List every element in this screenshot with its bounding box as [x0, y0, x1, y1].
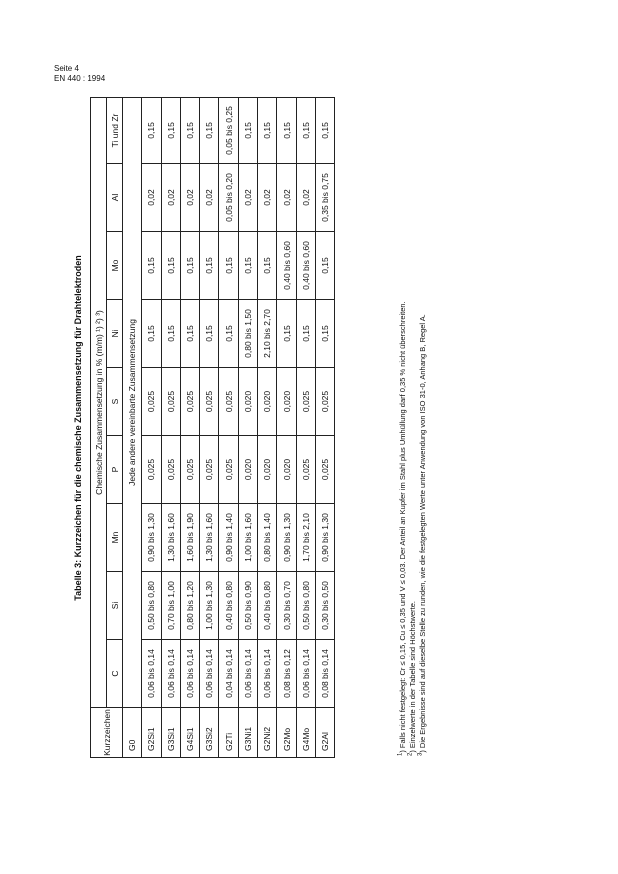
table-row: [277, 97, 296, 757]
cell-value: 0,025: [200, 368, 219, 436]
cell-value: 0,15: [315, 232, 334, 300]
cell-value: 0,025: [161, 368, 180, 436]
cell-value: 0,02: [238, 164, 257, 232]
cell-value: 0,020: [238, 368, 257, 436]
footnote-2: $^2$) Einzelwerte in der Tabelle sind Höchstwerte.: [407, 601, 417, 756]
cell-value: 0,15: [161, 97, 180, 163]
cell-value: 0,50 bis 0,80: [142, 572, 161, 640]
cell-value: 0,06 bis 0,14: [142, 640, 161, 708]
header-s: S: [107, 368, 123, 436]
table-row: [142, 97, 161, 757]
cell-value: 0,025: [315, 436, 334, 504]
cell-value: 0,50 bis 0,80: [296, 572, 315, 640]
cell-value: 0,15: [315, 300, 334, 368]
cell-value: 1,30 bis 1,60: [200, 504, 219, 572]
header-mn: Mn: [107, 504, 123, 572]
table-row: [238, 97, 257, 757]
cell-value: 0,02: [180, 164, 199, 232]
cell-value: 0,50 bis 0,90: [238, 572, 257, 640]
header-ti-zr: Ti und Zr: [107, 97, 123, 163]
cell-value: 0,80 bis 1,40: [258, 504, 277, 572]
cell-value: 0,80 bis 1,20: [180, 572, 199, 640]
cell-value: 0,08 bis 0,14: [315, 640, 334, 708]
cell-value: 0,15: [238, 97, 257, 163]
header-al: Al: [107, 164, 123, 232]
header-p: P: [107, 436, 123, 504]
composition-table: [90, 97, 335, 758]
cell-value: 0,15: [296, 97, 315, 163]
cell-value: 0,90 bis 1,30: [315, 504, 334, 572]
cell-value: 0,70 bis 1,00: [161, 572, 180, 640]
cell-value: 0,06 bis 0,14: [180, 640, 199, 708]
cell-value: 0,020: [238, 436, 257, 504]
cell-value: 0,02: [258, 164, 277, 232]
cell-value: 0,15: [258, 232, 277, 300]
cell-value: 0,15: [258, 97, 277, 163]
table-subheader-row: [107, 97, 123, 757]
cell-value: 0,15: [180, 300, 199, 368]
cell-value: 0,020: [258, 436, 277, 504]
cell-value: 0,025: [180, 368, 199, 436]
cell-value: 0,15: [180, 97, 199, 163]
cell-value: 0,020: [258, 368, 277, 436]
cell-value: 0,15: [219, 300, 238, 368]
cell-value: 0,15: [200, 97, 219, 163]
cell-value: 0,06 bis 0,14: [200, 640, 219, 708]
cell-value: 0,025: [315, 368, 334, 436]
cell-value: 0,04 bis 0,14: [219, 640, 238, 708]
header-si: Si: [107, 572, 123, 640]
cell-value: 0,15: [200, 232, 219, 300]
table-row-g0: [123, 97, 142, 757]
cell-value: 0,15: [219, 232, 238, 300]
cell-value: 0,90 bis 1,40: [219, 504, 238, 572]
cell-code: G2Mo: [277, 708, 296, 758]
cell-value: 0,025: [296, 368, 315, 436]
cell-value: 0,020: [277, 368, 296, 436]
cell-code: G3Si2: [200, 708, 219, 758]
cell-value: 0,06 bis 0,14: [161, 640, 180, 708]
cell-value: 0,90 bis 1,30: [277, 504, 296, 572]
table-row: [200, 97, 219, 757]
cell-value: 0,15: [142, 300, 161, 368]
page-number: Seite 4: [54, 64, 79, 73]
cell-code: G2Ni2: [258, 708, 277, 758]
cell-code: G2Al: [315, 708, 334, 758]
header-ni: Ni: [107, 300, 123, 368]
table-caption: Tabelle 3: Kurzzeichen für die chemische Zusammensetzung für Drahtelektroden: [73, 255, 83, 601]
cell-value: 0,15: [161, 232, 180, 300]
cell-value: 0,05 bis 0,25: [219, 97, 238, 163]
cell-value: 2,10 bis 2,70: [258, 300, 277, 368]
cell-value: 0,15: [315, 97, 334, 163]
cell-value: 0,025: [161, 436, 180, 504]
cell-code: G4Si1: [180, 708, 199, 758]
cell-value: 1,60 bis 1,90: [180, 504, 199, 572]
cell-code: G3Si1: [161, 708, 180, 758]
page-header: [54, 64, 105, 84]
cell-value: 0,02: [277, 164, 296, 232]
cell-value: 0,025: [142, 368, 161, 436]
cell-value: 0,15: [200, 300, 219, 368]
header-c: C: [107, 640, 123, 708]
header-kurzzeichen: Kurzzeichen: [91, 708, 123, 758]
table-row: [180, 97, 199, 757]
cell-value: 0,06 bis 0,14: [296, 640, 315, 708]
cell-value: 1,00 bis 1,60: [238, 504, 257, 572]
cell-value: 0,025: [200, 436, 219, 504]
cell-value: 0,90 bis 1,30: [142, 504, 161, 572]
cell-code: G2Si1: [142, 708, 161, 758]
cell-g0-text: Jede andere vereinbarte Zusammensetzung: [123, 97, 142, 707]
table-row: [258, 97, 277, 757]
rotated-table-block: [66, 98, 466, 758]
cell-value: 1,70 bis 2,10: [296, 504, 315, 572]
table-row: [219, 97, 238, 757]
header-mo: Mo: [107, 232, 123, 300]
cell-value: 0,15: [180, 232, 199, 300]
cell-value: 0,06 bis 0,14: [238, 640, 257, 708]
cell-value: 0,05 bis 0,20: [219, 164, 238, 232]
cell-code: G3Ni1: [238, 708, 257, 758]
cell-value: 0,025: [219, 436, 238, 504]
cell-value: 0,15: [277, 97, 296, 163]
footnote-3: $^3$) Die Ergebnisse sind auf dieselbe Stelle zu runden, wie die festgelegten Werte unter Anwendung von ISO 31-0, Anhang B, Regel A.: [417, 314, 427, 756]
cell-value: 0,025: [180, 436, 199, 504]
cell-value: 0,02: [161, 164, 180, 232]
table-row: [296, 97, 315, 757]
cell-value: 0,30 bis 0,50: [315, 572, 334, 640]
cell-value: 0,15: [142, 232, 161, 300]
cell-value: 0,40 bis 0,60: [296, 232, 315, 300]
standard-id: EN 440 : 1994: [54, 74, 106, 83]
cell-value: 0,35 bis 0,75: [315, 164, 334, 232]
cell-value: 0,025: [296, 436, 315, 504]
footnote-1: $^1$) Falls nicht festgelegt: Cr ≤ 0,15, Cu ≤ 0,35 und V ≤ 0,03. Der Anteil an Kupfer im Stahl plus Umhüllung darf 0,35 % nicht überschreiten.: [397, 301, 407, 756]
cell-value: 0,025: [219, 368, 238, 436]
cell-value: 1,30 bis 1,60: [161, 504, 180, 572]
cell-value: 0,02: [296, 164, 315, 232]
cell-value: 0,15: [161, 300, 180, 368]
cell-value: 0,08 bis 0,12: [277, 640, 296, 708]
cell-code: G2Ti: [219, 708, 238, 758]
cell-value: 0,15: [296, 300, 315, 368]
cell-value: 0,02: [142, 164, 161, 232]
cell-code: G0: [123, 708, 142, 758]
cell-value: 0,40 bis 0,80: [258, 572, 277, 640]
cell-value: 0,025: [142, 436, 161, 504]
footnotes: [398, 100, 428, 756]
cell-value: 0,15: [238, 232, 257, 300]
cell-value: 0,40 bis 0,80: [219, 572, 238, 640]
table-header-row: [91, 97, 107, 757]
cell-code: G4Mo: [296, 708, 315, 758]
cell-value: 0,15: [277, 300, 296, 368]
cell-value: 0,40 bis 0,60: [277, 232, 296, 300]
cell-value: 0,020: [277, 436, 296, 504]
cell-value: 0,02: [200, 164, 219, 232]
cell-value: 0,15: [142, 97, 161, 163]
table-row: [315, 97, 334, 757]
header-composition-group: Chemische Zusammensetzung in % (m/m) ¹) ²) ³): [91, 97, 107, 707]
table-row: [161, 97, 180, 757]
cell-value: 1,00 bis 1,30: [200, 572, 219, 640]
cell-value: 0,80 bis 1,50: [238, 300, 257, 368]
cell-value: 0,30 bis 0,70: [277, 572, 296, 640]
cell-value: 0,06 bis 0,14: [258, 640, 277, 708]
